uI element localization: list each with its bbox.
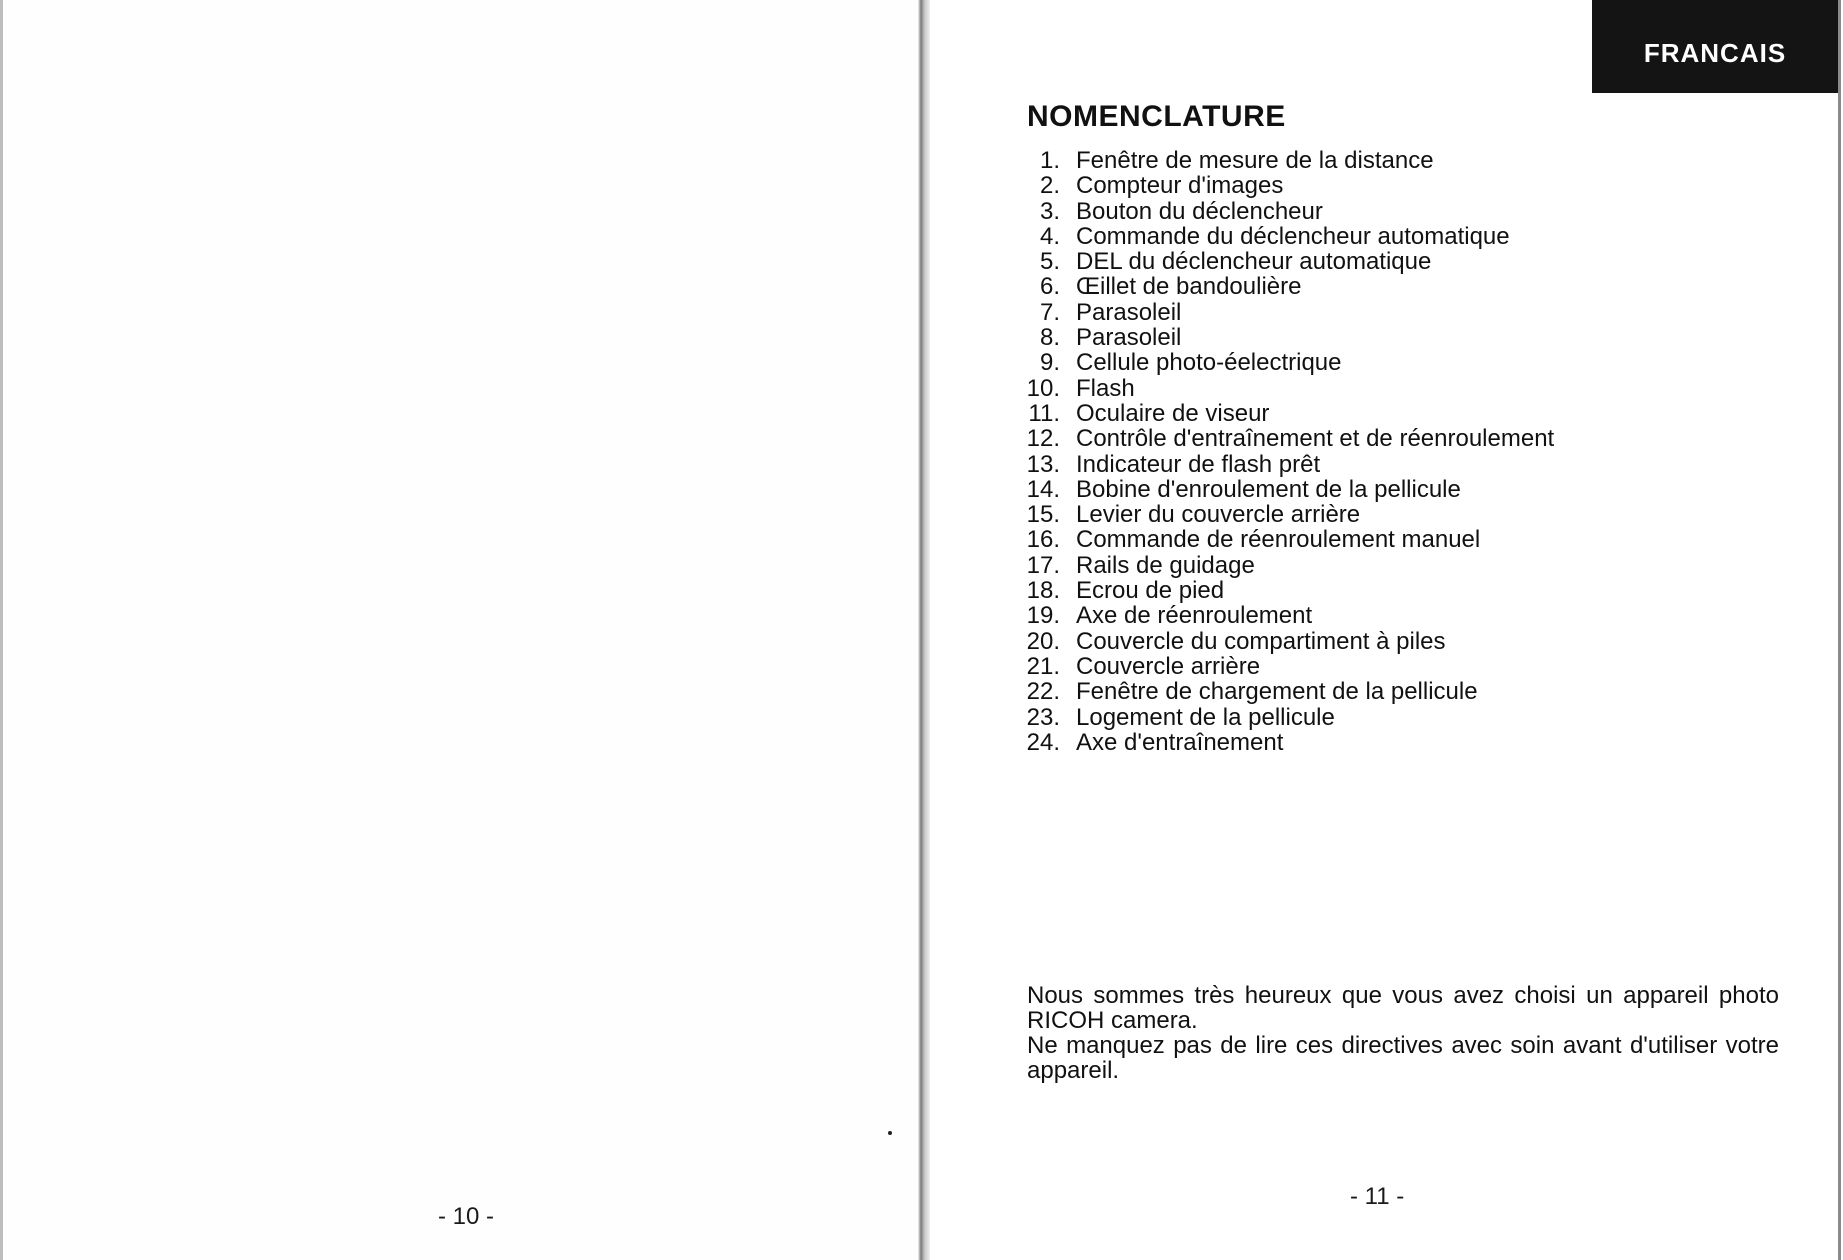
list-item [1020,730,1554,755]
list-item [1020,603,1554,628]
list-item-label: Fenêtre de chargement de la pellicule [1076,678,1478,706]
list-item-label: Axe de réenroulement [1076,602,1313,630]
list-item-number: 6. [1039,273,1060,301]
list-item [1020,654,1554,679]
list-item [1020,274,1554,299]
list-item [1020,401,1554,426]
list-item-label: Bouton du déclencheur [1076,197,1323,225]
list-item [1020,629,1554,654]
list-item-number: 22. [1026,678,1060,706]
book-gutter [918,0,930,1260]
list-item-label: Ecrou de pied [1076,577,1225,605]
list-item [1020,325,1554,350]
list-item [1020,249,1554,274]
list-item-label: Compteur d'images [1076,172,1284,200]
list-item-number: 12. [1026,425,1060,453]
left-page-edge [0,0,3,1260]
list-item-label: DEL du déclencheur automatique [1076,248,1432,276]
language-tab: FRANCAIS [1592,0,1838,93]
list-item-label: Oculaire de viseur [1076,399,1270,427]
list-item [1020,224,1554,249]
left-page [0,0,920,1260]
list-item [1020,350,1554,375]
list-item-label: Levier du couvercle arrière [1076,501,1361,529]
list-item-number: 14. [1026,475,1060,503]
list-item-number: 24. [1026,728,1060,756]
list-item [1020,426,1554,451]
list-item-number: 8. [1039,324,1060,352]
list-item-number: 10. [1026,374,1060,402]
list-item-number: 2. [1039,172,1060,200]
list-item-number: 5. [1039,248,1060,276]
list-item-label: Logement de la pellicule [1076,703,1335,731]
list-item [1020,173,1554,198]
list-item [1020,148,1554,173]
right-page-edge [1838,0,1841,1260]
list-item-number: 15. [1026,501,1060,529]
list-item [1020,477,1554,502]
list-item [1020,553,1554,578]
list-item-label: Rails de guidage [1076,551,1255,579]
list-item [1020,527,1554,552]
list-item-number: 23. [1026,703,1060,731]
print-speck [888,1131,892,1135]
intro-paragraph: Nous sommes très heureux que vous avez choisi un appareil photo RICOH camera. [1027,982,1779,1034]
list-item-label: Commande du déclencheur automatique [1076,222,1510,250]
list-item-number: 11. [1028,399,1060,427]
list-item-label: Flash [1076,374,1135,402]
list-item-label: Commande de réenroulement manuel [1076,526,1481,554]
list-item [1020,502,1554,527]
list-item-label: Parasoleil [1076,324,1182,352]
list-item [1020,578,1554,603]
list-item-number: 17. [1026,551,1060,579]
list-item-number: 19. [1026,602,1060,630]
list-item-label: Couvercle arrière [1076,652,1261,680]
list-item-number: 9. [1039,349,1060,377]
list-item-label: Bobine d'enroulement de la pellicule [1076,475,1461,503]
list-item-number: 21. [1026,652,1060,680]
list-item-label: Fenêtre de mesure de la distance [1076,147,1434,174]
right-page-number: - 11 - [1350,1183,1405,1210]
list-item-number: 13. [1026,450,1060,478]
list-item [1020,199,1554,224]
list-item [1020,300,1554,325]
list-item-label: Axe d'entraînement [1076,728,1284,756]
list-item-label: Contrôle d'entraînement et de réenroulement [1076,425,1555,453]
list-item [1020,705,1554,730]
list-item [1020,376,1554,401]
list-item-number: 18. [1026,577,1060,605]
list-item [1020,679,1554,704]
list-item-number: 7. [1039,298,1060,326]
left-page-number: - 10 - [438,1203,495,1230]
intro-text [1027,983,1779,1083]
intro-paragraph: Ne manquez pas de lire ces directives avec soin avant d'utiliser votre appareil. [1027,1032,1779,1084]
list-item-label: Couvercle du compartiment à piles [1076,627,1446,655]
list-item-label: Œillet de bandoulière [1076,273,1302,301]
list-item-label: Cellule photo-éelectrique [1076,349,1342,377]
list-item-label: Indicateur de flash prêt [1076,450,1321,478]
list-item-number: 1. [1039,147,1060,174]
parts-list [1020,148,1554,755]
list-item [1020,452,1554,477]
list-item-label: Parasoleil [1076,298,1182,326]
list-item-number: 3. [1039,197,1060,225]
list-item-number: 16. [1026,526,1060,554]
page-title: NOMENCLATURE [1027,100,1286,133]
list-item-number: 20. [1026,627,1060,655]
list-item-number: 4. [1039,222,1060,250]
